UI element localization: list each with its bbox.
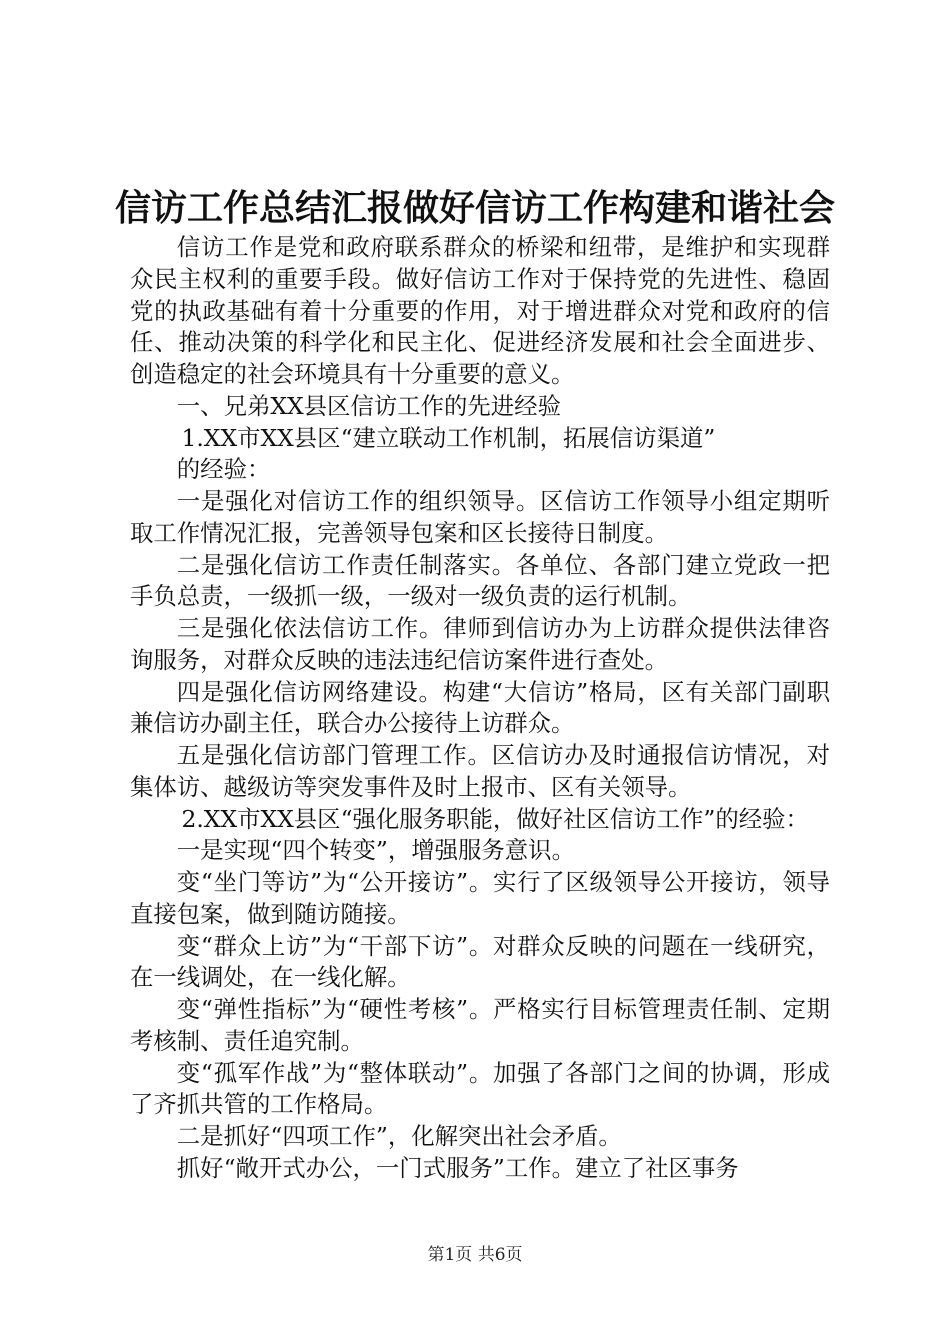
paragraph-transform-2: 变“群众上访”为“干部下访”。对群众反映的问题在一线研究，在一线调处，在一线化解。 [130, 931, 830, 992]
document-body [130, 232, 830, 1185]
paragraph-item-5: 五是强化信访部门管理工作。区信访办及时通报信访情况，对集体访、越级访等突发事件及时上报市、区有关领导。 [130, 741, 830, 801]
subsection-heading-1: 1.XX市XX县区“建立联动工作机制，拓展信访渠道” [181, 423, 716, 452]
page-number-footer: 第1页 共6页 [427, 1245, 523, 1265]
paragraph-transform-1: 变“坐门等访”为“公开接访”。实行了区级领导公开接访，领导直接包案，做到随访随接。 [130, 868, 830, 928]
paragraph-transform-4: 变“孤军作战”为“整体联动”。加强了各部门之间的协调，形成了齐抓共管的工作格局。 [130, 1058, 830, 1119]
subsection-heading-1-continued: 的经验： [176, 455, 271, 484]
paragraph-item-4: 四是强化信访网络建设。构建“大信访”格局，区有关部门副职兼信访办副主任，联合办公接待上访群众。 [130, 677, 830, 738]
paragraph-transform-3: 变“弹性指标”为“硬性考核”。严格实行目标管理责任制、定期考核制、责任追究制。 [130, 995, 830, 1055]
paragraph-item-3: 三是强化依法信访工作。律师到信访办为上访群众提供法律咨询服务，对群众反映的违法违纪信访案件进行查处。 [130, 614, 830, 674]
paragraph-item-1: 一是强化对信访工作的组织领导。区信访工作领导小组定期听取工作情况汇报，完善领导包案和区长接待日制度。 [130, 487, 830, 547]
paragraph-item-2: 二是强化信访工作责任制落实。各单位、各部门建立党政一把手负总责，一级抓一级，一级对一级负责的运行机制。 [130, 550, 830, 611]
paragraph-four-tasks-heading: 二是抓好“四项工作”，化解突出社会矛盾。 [176, 1122, 622, 1150]
paragraph-four-tasks-1: 抓好“敞开式办公，一门式服务”工作。建立了社区事务 [176, 1153, 739, 1182]
document-title: 信访工作总结汇报做好信访工作构建和谐社会 [114, 187, 835, 229]
section-heading-experience: 一、兄弟XX县区信访工作的先进经验 [176, 391, 561, 420]
subsection-heading-2: 2.XX市XX县区“强化服务职能，做好社区信访工作”的经验： [181, 804, 809, 833]
paragraph-intro: 信访工作是党和政府联系群众的桥梁和纽带，是维护和实现群众民主权利的重要手段。做好信访工作对于保持党的先进性、稳固党的执政基础有着十分重要的作用，对于增进群众对党和政府的信任、推动决策的科学化和民主化、促进经济发展和社会全面进步、创造稳定的社会环境具有十分重要的意义。 [130, 233, 830, 388]
paragraph-transform-heading: 一是实现“四个转变”，增强服务意识。 [176, 836, 575, 865]
